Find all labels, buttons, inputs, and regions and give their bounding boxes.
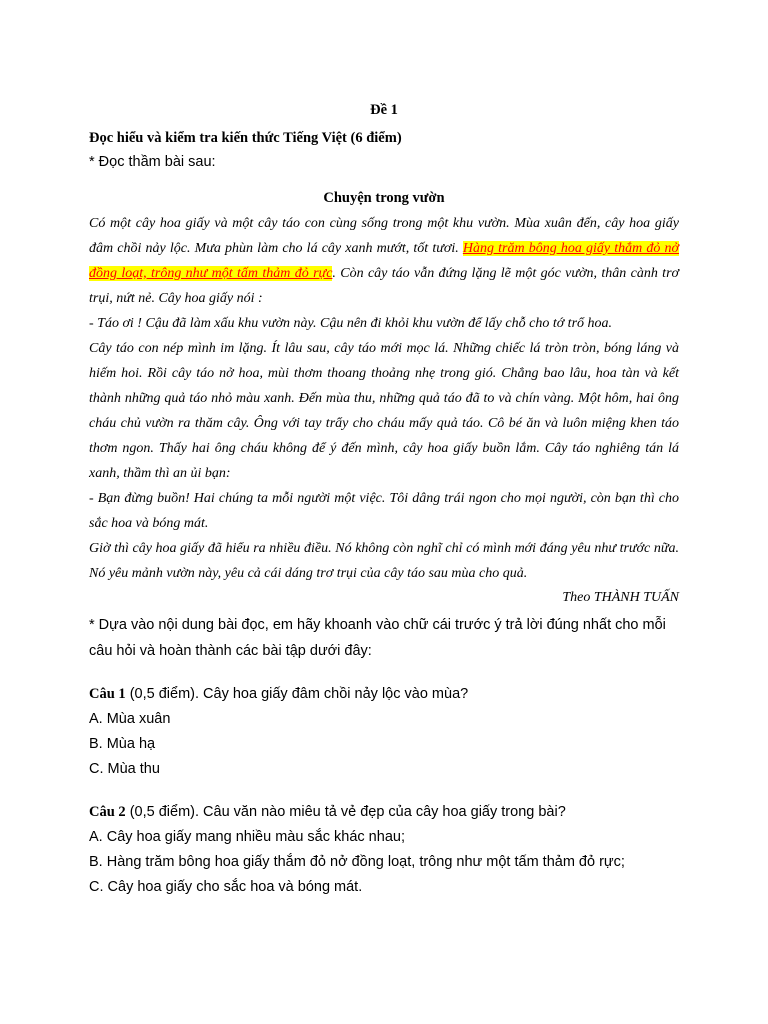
story-p1-text-after: . Còn cây táo vẫn đứng lặng lẽ một góc vườn, thân cành trơ trụi, nứt nẻ. Cây hoa giấy nói :: [89, 266, 679, 306]
question-2-option-a: A. Cây hoa giấy mang nhiều màu sắc khác nhau;: [89, 829, 405, 845]
story-paragraph-5: Giờ thì cây hoa giấy đã hiểu ra nhiều điều. Nó không còn nghĩ chỉ có mình mới đáng yêu như trước nữa. Nó yêu mảnh vườn này, yêu cả cái dáng trơ trụi của cây táo sau mùa cho quả.: [89, 541, 679, 581]
read-instruction: * Đọc thầm bài sau:: [89, 154, 216, 170]
question-1-prompt: [89, 682, 679, 707]
story-paragraph-3: Cây táo con nép mình im lặng. Ít lâu sau, cây táo mới mọc lá. Những chiếc lá tròn tròn, bóng láng và hiếm hoi. Rồi cây táo nở hoa, mùi thơm thoang thoảng nhẹ trong gió. Chẳng bao lâu, hoa tàn và kết thành những quả táo nhỏ màu xanh. Đến mùa thu, những quả táo đã to và chín vàng. Một hôm, hai ông cháu chủ vườn ra thăm cây. Ông với tay trẩy cho cháu mấy quả táo. Cô bé ăn và luôn miệng khen táo thơm ngon. Thấy hai ông cháu không để ý đến mình, cây hoa giấy buồn lắm. Cây táo nghiêng tán lá xanh, thầm thì an ủi bạn:: [89, 341, 679, 481]
story-title: Chuyện trong vườn: [323, 190, 445, 206]
question-2-label: Câu 2: [89, 804, 126, 820]
question-1-text: (0,5 điểm). Cây hoa giấy đâm chồi nảy lộc vào mùa?: [125, 686, 469, 702]
document-page: [89, 92, 679, 900]
story-paragraph-2: - Táo ơi ! Cậu đã làm xấu khu vườn này. Cậu nên đi khỏi khu vườn để lấy chỗ cho tớ trổ hoa.: [89, 316, 613, 331]
story-p1-text: Có một cây hoa giấy và một cây táo con cùng sống trong một khu vườn. Mùa xuân đến, cây hoa giấy đâm chồi nảy lộc. Mưa phùn làm cho lá cây xanh mướt, tốt tươi.: [89, 216, 679, 256]
exam-title: Đề 1: [370, 102, 398, 118]
question-1-option-b: B. Mùa hạ: [89, 736, 156, 752]
question-1: [89, 682, 679, 782]
story-author: Theo THÀNH TUẤN: [562, 590, 679, 605]
question-1-option-a: A. Mùa xuân: [89, 711, 171, 727]
question-2-option-c: C. Cây hoa giấy cho sắc hoa và bóng mát.: [89, 879, 363, 895]
question-2-prompt: [89, 800, 679, 825]
task-instruction: * Dựa vào nội dung bài đọc, em hãy khoanh vào chữ cái trước ý trả lời đúng nhất cho mỗi câu hỏi và hoàn thành các bài tập dưới đây:: [89, 617, 666, 659]
highlighted-sentence: Hàng trăm bông hoa giấy thắm đỏ nở đồng loạt, trông như một tấm thảm đỏ rực: [89, 241, 679, 281]
story-paragraph-4: - Bạn đừng buồn! Hai chúng ta mỗi người một việc. Tôi dâng trái ngon cho mọi người, còn bạn thì cho sắc hoa và bóng mát.: [89, 491, 679, 531]
question-2-text: (0,5 điểm). Câu văn nào miêu tả vẻ đẹp của cây hoa giấy trong bài?: [125, 804, 566, 820]
question-1-option-c: C. Mùa thu: [89, 761, 160, 777]
story-paragraph-1: [89, 211, 679, 311]
question-2: [89, 800, 679, 900]
story-body: [89, 211, 679, 586]
question-1-label: Câu 1: [89, 686, 126, 702]
section-heading: Đọc hiểu và kiểm tra kiến thức Tiếng Việt (6 điểm): [89, 130, 402, 146]
question-2-option-b: B. Hàng trăm bông hoa giấy thắm đỏ nở đồng loạt, trông như một tấm thảm đỏ rực;: [89, 854, 625, 870]
